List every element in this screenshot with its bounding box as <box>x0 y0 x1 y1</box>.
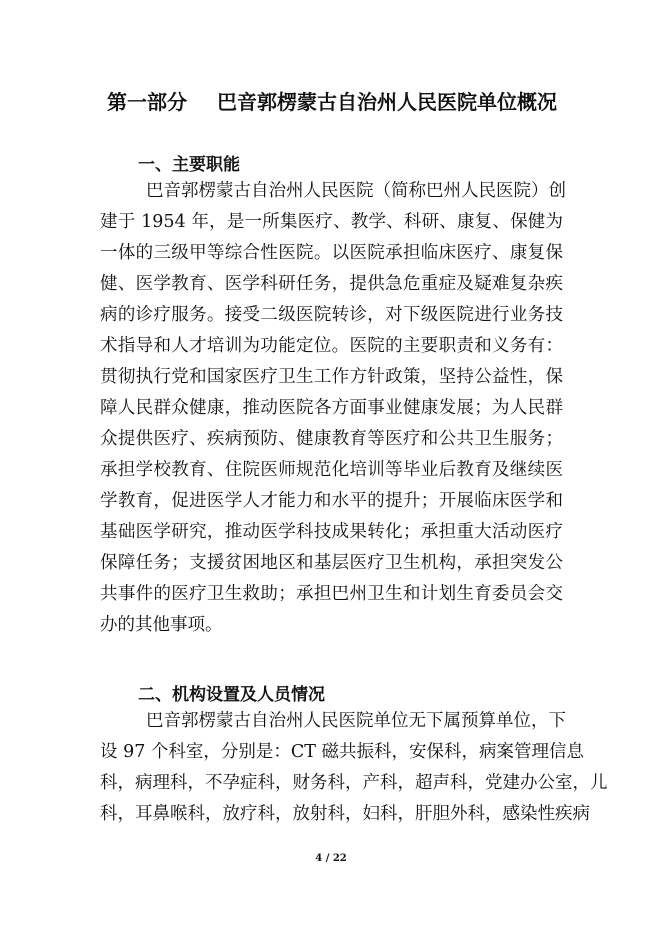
title-part: 第一部分 <box>107 90 187 114</box>
section-heading-functions: 一、主要职能 <box>138 155 240 175</box>
paragraph-line: 病的诊疗服务。接受二级医院转诊，对下级医院进行业务技 <box>100 305 563 325</box>
paragraph-line: 术指导和人才培训为功能定位。医院的主要职责和义务有： <box>100 336 563 356</box>
paragraph-line: 设 97 个科室，分别是：CT 磁共振科，安保科，病案管理信息 <box>100 742 585 762</box>
paragraph-line: 巴音郭楞蒙古自治州人民医院单位无下属预算单位，下 <box>146 711 566 731</box>
paragraph-line: 健、医学教育、医学科研任务，提供急危重症及疑难复杂疾 <box>100 274 563 294</box>
title-name: 巴音郭楞蒙古自治州人民医院单位概况 <box>217 90 557 114</box>
paragraph-line: 一体的三级甲等综合性医院。以医院承担临床医疗、康复保 <box>100 243 563 263</box>
paragraph-line: 学教育，促进医学人才能力和水平的提升；开展临床医学和 <box>100 491 563 511</box>
page-title <box>107 86 557 115</box>
paragraph-line: 科，病理科，不孕症科，财务科，产科，超声科，党建办公室，儿 <box>100 773 608 793</box>
paragraph-line: 保障任务；支援贫困地区和基层医疗卫生机构，承担突发公 <box>100 553 563 573</box>
paragraph-line: 众提供医疗、疾病预防、健康教育等医疗和公共卫生服务； <box>100 429 563 449</box>
paragraph-line: 障人民群众健康，推动医院各方面事业健康发展；为人民群 <box>100 398 563 418</box>
section-heading-organization: 二、机构设置及人员情况 <box>138 685 325 705</box>
paragraph-line: 贯彻执行党和国家医疗卫生工作方针政策，坚持公益性，保 <box>100 367 563 387</box>
paragraph-line: 共事件的医疗卫生救助；承担巴州卫生和计划生育委员会交 <box>100 584 563 604</box>
paragraph-line: 科，耳鼻喉科，放疗科，放射科，妇科，肝胆外科，感染性疾病 <box>100 804 590 824</box>
paragraph-line: 基础医学研究，推动医学科技成果转化；承担重大活动医疗 <box>100 522 563 542</box>
paragraph-line: 办的其他事项。 <box>100 615 223 635</box>
paragraph-line: 建于 1954 年，是一所集医疗、教学、科研、康复、保健为 <box>100 212 563 232</box>
paragraph-line: 承担学校教育、住院医师规范化培训等毕业后教育及继续医 <box>100 460 563 480</box>
paragraph-line: 巴音郭楞蒙古自治州人民医院（简称巴州人民医院）创 <box>146 181 566 201</box>
page-number: 4 / 22 <box>315 853 347 864</box>
